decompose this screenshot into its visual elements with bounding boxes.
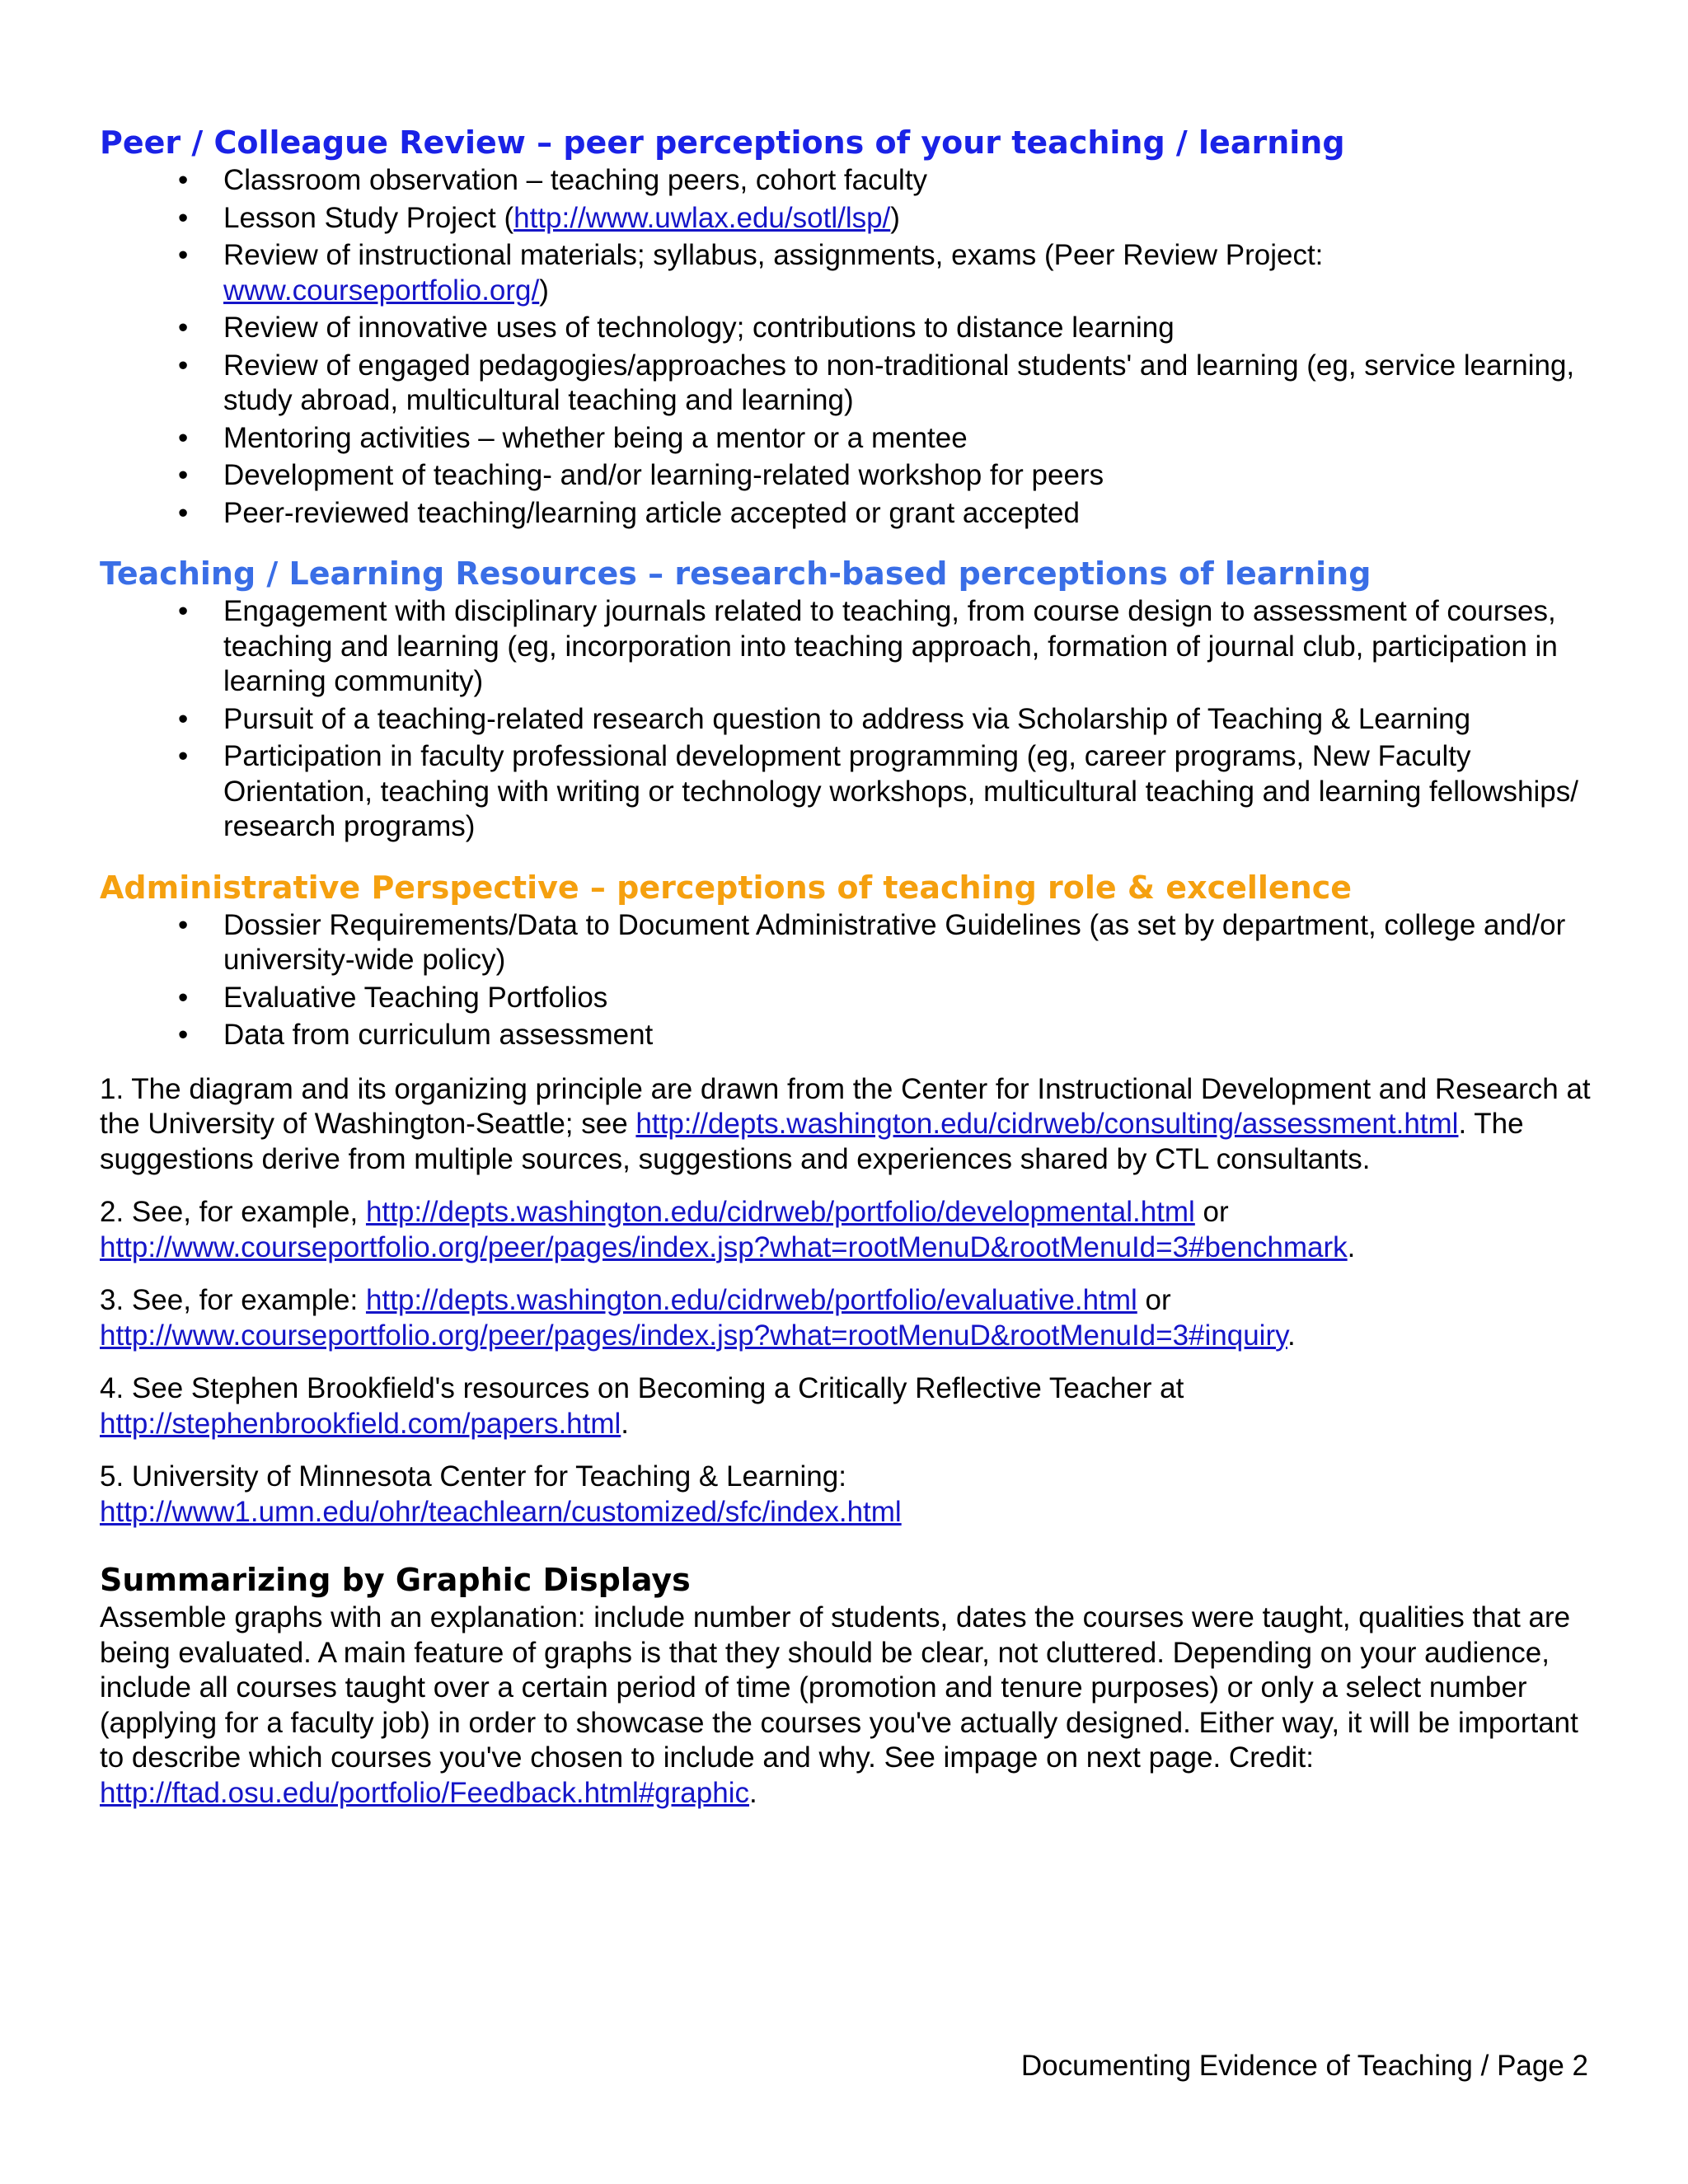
- list-item: [100, 702, 1592, 738]
- list-item: [100, 238, 1592, 308]
- footnote-link[interactable]: http://stephenbrookfield.com/papers.html: [100, 1407, 621, 1440]
- list-item-text: Review of instructional materials; syllabus, assignments, exams (Peer Review Project:: [223, 239, 1324, 271]
- footnote-text: 4. See Stephen Brookfield's resources on Becoming a Critically Reflective Teacher at: [100, 1372, 1184, 1404]
- bullet-icon: •: [178, 702, 189, 735]
- list-item-text: Review of engaged pedagogies/approaches to non-traditional students' and learning (eg, service learning, study abroad, multicultural teaching and learning): [223, 349, 1575, 416]
- bullet-icon: •: [178, 164, 189, 196]
- bullet-icon: •: [178, 981, 189, 1014]
- summary-tail: .: [748, 1776, 757, 1809]
- footnote-text: .: [1347, 1230, 1356, 1263]
- summary-heading: Summarizing by Graphic Displays: [100, 1562, 691, 1598]
- footnote-text: .: [1287, 1319, 1296, 1352]
- bullet-icon: •: [178, 421, 189, 454]
- list-item: [100, 594, 1592, 700]
- footnote-link[interactable]: http://depts.washington.edu/cidrweb/portfolio/evaluative.html: [365, 1284, 1137, 1316]
- list-item-text: ): [539, 274, 549, 307]
- footnote-text: or: [1194, 1196, 1229, 1228]
- bullet-icon: •: [178, 908, 189, 941]
- document-page: [100, 122, 1592, 1811]
- list-item-text: Engagement with disciplinary journals related to teaching, from course design to assessment of courses, teaching and learning (eg, incorporation into teaching approach, formation of journal club, participation in learning community): [223, 595, 1558, 697]
- bullet-icon: •: [178, 201, 189, 234]
- list-item-text: Mentoring activities – whether being a mentor or a mentee: [223, 421, 968, 454]
- list-item: [100, 739, 1592, 845]
- list-item-text: Review of innovative uses of technology; contributions to distance learning: [223, 312, 1175, 344]
- footnote-link[interactable]: http://depts.washington.edu/cidrweb/consulting/assessment.html: [635, 1108, 1459, 1140]
- footnote: [100, 1371, 1592, 1441]
- footnote: [100, 1460, 1592, 1530]
- footnote-link[interactable]: http://www1.umn.edu/ohr/teachlearn/customized/sfc/index.html: [100, 1495, 902, 1528]
- footnote-text: . The suggestions derive from multiple sources, suggestions and experiences shared by CTL consultants.: [100, 1108, 1524, 1175]
- footnote-link[interactable]: http://depts.washington.edu/cidrweb/portfolio/developmental.html: [365, 1196, 1195, 1228]
- admin-heading: Administrative Perspective – perceptions of teaching role & excellence: [100, 869, 1353, 906]
- list-item-text: Development of teaching- and/or learning-related workshop for peers: [223, 459, 1104, 491]
- list-item: [100, 201, 1592, 237]
- bullet-icon: •: [178, 239, 189, 271]
- bullet-icon: •: [178, 1019, 189, 1051]
- list-item: [100, 981, 1592, 1016]
- footnote-link[interactable]: http://www.courseportfolio.org/peer/pages/index.jsp?what=rootMenuD&rootMenuId=3#benchmark: [100, 1230, 1348, 1263]
- admin-list: [100, 908, 1592, 1053]
- list-item-text: Evaluative Teaching Portfolios: [223, 981, 608, 1014]
- bullet-icon: •: [178, 349, 189, 382]
- bullet-icon: •: [178, 740, 189, 772]
- footnote-link[interactable]: http://www.courseportfolio.org/peer/pages/index.jsp?what=rootMenuD&rootMenuId=3#inquiry: [100, 1319, 1288, 1352]
- bullet-icon: •: [178, 595, 189, 627]
- list-item-text: Data from curriculum assessment: [223, 1019, 654, 1051]
- list-item: [100, 421, 1592, 457]
- list-item-text: ): [890, 201, 900, 234]
- list-item-text: Lesson Study Project (: [223, 201, 514, 234]
- resources-heading: Teaching / Learning Resources – research-based perceptions of learning: [100, 555, 1372, 592]
- list-item: [100, 349, 1592, 419]
- credit-link[interactable]: http://ftad.osu.edu/portfolio/Feedback.html#graphic: [100, 1776, 749, 1809]
- page-footer: Documenting Evidence of Teaching / Page 2: [1020, 2050, 1588, 2082]
- footnotes: [100, 1072, 1592, 1530]
- list-item-text: Dossier Requirements/Data to Document Administrative Guidelines (as set by department, college and/or university-wide policy): [223, 908, 1566, 976]
- list-item: [100, 496, 1592, 532]
- list-item-text: Participation in faculty professional development programming (eg, career programs, New Faculty Orientation, teaching with writing or technology workshops, multicultural teaching and learning fellowships/ research programs): [223, 740, 1578, 842]
- summary-body: Assemble graphs with an explanation: include number of students, dates the courses were taught, qualities that are being evaluated. A main feature of graphs is that they should be clear, not cluttered. Depending on your audience, include all courses taught over a certain period of time (promotion and tenure purposes) or only a select number (applying for a faculty job) in order to showcase the courses you've actually designed. Either way, it will be important to describe which courses you've chosen to include and why. See impage on next page. Credit:: [100, 1601, 1578, 1774]
- list-item: [100, 1018, 1592, 1053]
- footnote-text: or: [1137, 1284, 1171, 1316]
- footnote-text: 2. See, for example,: [100, 1196, 366, 1228]
- list-item-text: Pursuit of a teaching-related research question to address via Scholarship of Teaching & Learning: [223, 702, 1471, 735]
- footnote-text: 3. See, for example:: [100, 1284, 366, 1316]
- bullet-icon: •: [178, 496, 189, 529]
- footnote-text: 1. The diagram and its organizing principle are drawn from the Center for Instructional Development and Research at the University of Washington-Seattle; see: [100, 1072, 1591, 1140]
- peer-review-heading: Peer / Colleague Review – peer perceptions of your teaching / learning: [100, 124, 1345, 161]
- summary-section: [100, 1559, 1592, 1811]
- list-item: [100, 908, 1592, 978]
- peer-review-list: [100, 163, 1592, 531]
- list-item: [100, 311, 1592, 346]
- list-item-link[interactable]: http://www.uwlax.edu/sotl/lsp/: [513, 201, 891, 234]
- footnote-text: 5. University of Minnesota Center for Teaching & Learning:: [100, 1460, 846, 1493]
- list-item: [100, 458, 1592, 494]
- list-item-text: Classroom observation – teaching peers, cohort faculty: [223, 164, 928, 196]
- list-item-text: Peer-reviewed teaching/learning article accepted or grant accepted: [223, 496, 1080, 529]
- resources-list: [100, 594, 1592, 845]
- footnote-text: .: [621, 1407, 630, 1440]
- list-item-link[interactable]: www.courseportfolio.org/: [223, 274, 540, 307]
- bullet-icon: •: [178, 312, 189, 344]
- footnote: [100, 1195, 1592, 1265]
- list-item: [100, 163, 1592, 199]
- footnote: [100, 1072, 1592, 1178]
- summary-paragraph: [100, 1601, 1592, 1811]
- bullet-icon: •: [178, 459, 189, 491]
- footnote: [100, 1283, 1592, 1353]
